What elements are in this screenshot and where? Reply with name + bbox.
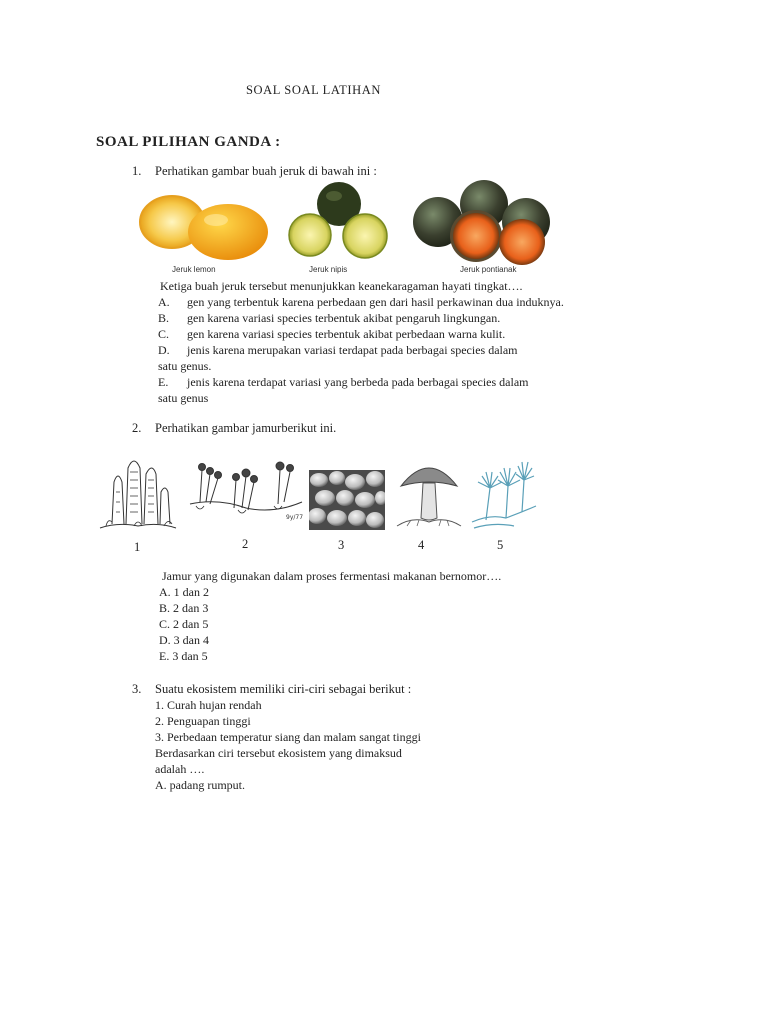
q2-option-c: C. 2 dan 5 (159, 617, 209, 631)
image-number-2: 2 (242, 537, 249, 551)
q1-option-d-cont: satu genus. (158, 359, 212, 373)
q2-number: 2. (132, 421, 142, 435)
q3-option-a: A. padang rumput. (155, 778, 245, 792)
q1-option-c: gen karena variasi species terbentuk akibat perbedaan warna kulit. (187, 327, 506, 341)
fungus-image-5 (470, 456, 538, 532)
q2-option-b: B. 2 dan 3 (159, 601, 209, 615)
q1-option-b: gen karena variasi species terbentuk akibat pengaruh lingkungan. (187, 311, 501, 325)
q1-option-e-cont: satu genus (158, 391, 209, 405)
q2-stem: Jamur yang digunakan dalam proses fermentasi makanan bernomor…. (162, 569, 502, 583)
q3-item-1: 1. Curah hujan rendah (155, 698, 262, 712)
q1-stem: Ketiga buah jeruk tersebut menunjukkan keanekaragaman hayati tingkat…. (160, 279, 523, 293)
q1-option-a-letter: A. (158, 295, 170, 309)
q1-option-d: jenis karena merupakan variasi terdapat pada berbagai species dalam (187, 343, 518, 357)
caption-lime: Jeruk nipis (309, 265, 348, 274)
lime-fruit (289, 182, 387, 258)
q1-option-e-letter: E. (158, 375, 169, 389)
image-number-1: 1 (134, 540, 141, 554)
q2-option-a: A. 1 dan 2 (159, 585, 209, 599)
section-heading: SOAL PILIHAN GANDA : (96, 134, 281, 150)
q2-option-e: E. 3 dan 5 (159, 649, 208, 663)
q3-number: 3. (132, 682, 142, 696)
q2-option-d: D. 3 dan 4 (159, 633, 209, 647)
page-title: SOAL SOAL LATIHAN (246, 83, 381, 97)
q1-prompt: Perhatikan gambar buah jeruk di bawah ini : (155, 164, 377, 178)
image-number-4: 4 (418, 538, 425, 552)
sketch-note: 9y/77 (286, 514, 304, 521)
image-number-5: 5 (497, 538, 504, 552)
q1-number: 1. (132, 164, 142, 178)
q3-item-3: 3. Perbedaan temperatur siang dan malam sangat tinggi (155, 730, 421, 744)
fungus-image-2 (188, 458, 306, 530)
q3-item-2: 2. Penguapan tinggi (155, 714, 251, 728)
q1-option-e: jenis karena terdapat variasi yang berbeda pada berbagai species dalam (187, 375, 529, 389)
q3-stem-line1: Berdasarkan ciri tersebut ekosistem yang dimaksud (155, 746, 402, 760)
fungus-image-4 (393, 456, 465, 532)
q1-option-c-letter: C. (158, 327, 170, 341)
pontianak-orange-fruit (413, 180, 550, 265)
fungus-image-1 (98, 452, 178, 532)
q1-option-d-letter: D. (158, 343, 170, 357)
q3-prompt: Suatu ekosistem memiliki ciri-ciri sebagai berikut : (155, 682, 412, 696)
image-number-3: 3 (338, 538, 345, 552)
q3-stem-line2: adalah …. (155, 762, 205, 776)
q2-prompt: Perhatikan gambar jamurberikut ini. (155, 421, 337, 435)
caption-pontianak: Jeruk pontianak (460, 265, 517, 274)
lemon-fruit (140, 196, 268, 260)
citrus-image (136, 180, 550, 278)
q1-option-a: gen yang terbentuk karena perbedaan gen dari hasil perkawinan dua induknya. (187, 295, 564, 309)
fungus-image-3 (309, 470, 385, 530)
caption-lemon: Jeruk lemon (172, 265, 216, 274)
q1-option-b-letter: B. (158, 311, 170, 325)
